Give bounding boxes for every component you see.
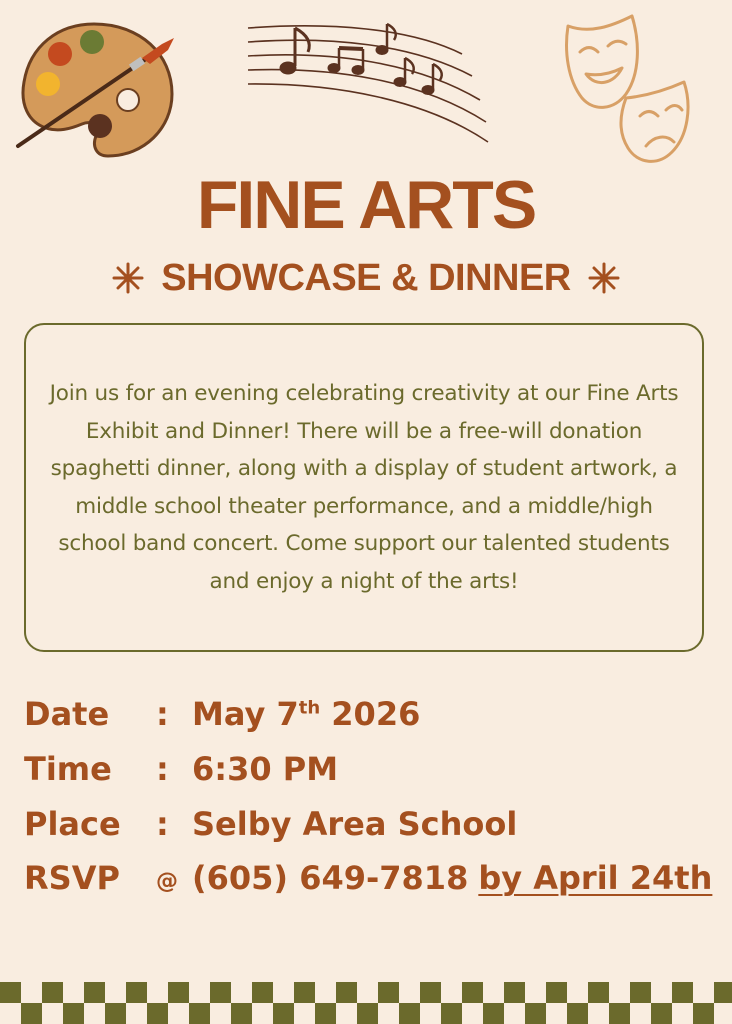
date-label: Date [24, 695, 110, 733]
music-notes-icon [240, 18, 492, 143]
rsvp-at-sign: @ [156, 868, 178, 894]
rsvp-label: RSVP [24, 859, 120, 897]
checker-square [630, 982, 651, 1003]
checker-square [567, 1003, 588, 1024]
time-value: 6:30 PM [192, 750, 339, 788]
date-separator: : [156, 695, 169, 733]
checker-square [525, 1003, 546, 1024]
date-year: 2026 [331, 695, 421, 733]
checker-square [609, 1003, 630, 1024]
place-row [24, 799, 517, 849]
checker-square [273, 1003, 294, 1024]
checker-square [357, 1003, 378, 1024]
checker-square [294, 982, 315, 1003]
date-row [24, 689, 420, 739]
rsvp-phone: (605) 649-7818 [192, 859, 469, 897]
checker-square [588, 982, 609, 1003]
asterisk-icon [587, 261, 621, 295]
checker-square [231, 1003, 252, 1024]
checker-square [189, 1003, 210, 1024]
checker-square [84, 982, 105, 1003]
description-box [24, 323, 704, 652]
checker-square [378, 982, 399, 1003]
checker-square [336, 982, 357, 1003]
checker-square [714, 982, 732, 1003]
checker-square [462, 982, 483, 1003]
checker-square [483, 1003, 504, 1024]
checker-square [63, 1003, 84, 1024]
time-separator: : [156, 750, 169, 788]
time-row [24, 744, 338, 794]
checker-square [504, 982, 525, 1003]
place-label: Place [24, 805, 121, 843]
place-separator: : [156, 805, 169, 843]
date-value [192, 695, 420, 733]
checker-square [126, 982, 147, 1003]
checker-square [0, 982, 21, 1003]
place-value: Selby Area School [192, 805, 518, 843]
checker-square [672, 982, 693, 1003]
checker-square [210, 982, 231, 1003]
paint-palette-icon [12, 16, 177, 161]
checker-square [441, 1003, 462, 1024]
time-label: Time [24, 750, 112, 788]
date-day: May 7 [192, 695, 299, 733]
page-title: FINE ARTS [196, 167, 536, 243]
subtitle: SHOWCASE & DINNER [161, 256, 571, 299]
checker-square [315, 1003, 336, 1024]
checker-square [147, 1003, 168, 1024]
subtitle-row [0, 252, 732, 304]
checker-square [693, 1003, 714, 1024]
date-suffix: th [298, 697, 321, 719]
rsvp-deadline: by April 24th [478, 859, 713, 897]
checker-square [420, 982, 441, 1003]
event-description: Join us for an evening celebrating creativity at our Fine Arts Exhibit and Dinner! There will be a free-will donation spaghetti dinner, along with a display of student artwork, a middle school theater performance, and a middle/high school band concert. Come support our talented students and enjoy a night of the arts! [49, 381, 679, 594]
checker-square [252, 982, 273, 1003]
checker-square [105, 1003, 126, 1024]
checker-square [42, 982, 63, 1003]
asterisk-icon [111, 261, 145, 295]
rsvp-row [24, 853, 712, 903]
checker-square [168, 982, 189, 1003]
checker-square [399, 1003, 420, 1024]
checker-square [21, 1003, 42, 1024]
checkered-border [0, 982, 732, 1024]
checker-square [546, 982, 567, 1003]
theater-masks-icon [560, 12, 695, 172]
checker-square [651, 1003, 672, 1024]
